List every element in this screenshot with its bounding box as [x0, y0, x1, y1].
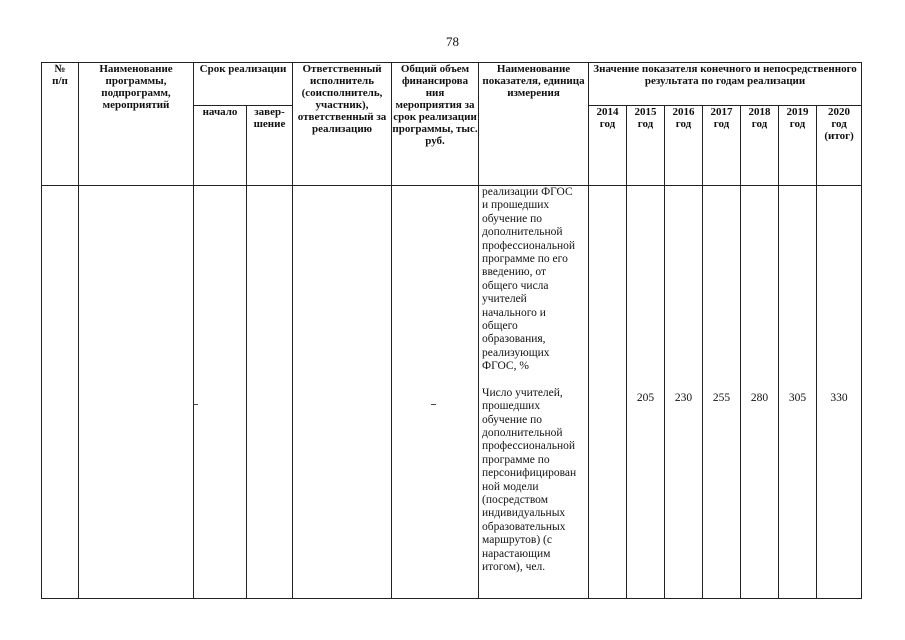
header-year-2020: 2020 год (итог) — [817, 106, 862, 186]
cell-value-2020: 330 — [817, 186, 862, 599]
header-year-2016: 2016 год — [665, 106, 703, 186]
dash-mark — [193, 404, 198, 405]
cell-value-2018: 280 — [741, 186, 779, 599]
cell-indicator — [479, 186, 589, 599]
header-year-2014: 2014 год — [589, 106, 627, 186]
cell-executor — [293, 186, 392, 599]
header-term: Срок реализации — [194, 63, 293, 106]
cell-value-2016: 230 — [665, 186, 703, 599]
header-num: № п/п — [42, 63, 79, 186]
header-executor: Ответственный исполнитель (соисполнитель, участник), ответственный за реализацию — [293, 63, 392, 186]
header-year-2015: 2015 год — [627, 106, 665, 186]
header-year-2019: 2019 год — [779, 106, 817, 186]
cell-value-2019: 305 — [779, 186, 817, 599]
program-table — [41, 62, 862, 599]
header-name: Наименование программы, подпрограмм, мероприятий — [79, 63, 194, 186]
dash-mark — [431, 404, 436, 405]
header-funding: Общий объем финансирова ния мероприятия за срок реализации программы, тыс. руб. — [392, 63, 479, 186]
header-term-start: начало — [194, 106, 247, 186]
indicator-second: Число учителей, прошедших обучение по дополнительной профессиональной программе по персонифицирован ной модели (посредством индивидуальных образовательных маршрутов) (с нарастающим итогом), чел. — [482, 386, 577, 573]
header-year-2018: 2018 год — [741, 106, 779, 186]
table-row — [42, 186, 862, 599]
cell-value-2014 — [589, 186, 627, 599]
header-term-end: завер- шение — [247, 106, 293, 186]
cell-term-start — [194, 186, 247, 599]
cell-funding — [392, 186, 479, 599]
header-year-2017: 2017 год — [703, 106, 741, 186]
cell-name — [79, 186, 194, 599]
cell-term-end — [247, 186, 293, 599]
header-indicator: Наименование показателя, единица измерения — [479, 63, 589, 186]
page-number: 78 — [446, 34, 459, 49]
indicator-continued: реализации ФГОС и прошедших обучение по дополнительной профессиональной программе по его введению, от общего числа учителей начального и общего образования, реализующих ФГОС, % — [482, 186, 576, 373]
cell-value-2015: 205 — [627, 186, 665, 599]
cell-value-2017: 255 — [703, 186, 741, 599]
cell-num — [42, 186, 79, 599]
header-values-group: Значение показателя конечного и непосредственного результата по годам реализации — [589, 63, 862, 106]
